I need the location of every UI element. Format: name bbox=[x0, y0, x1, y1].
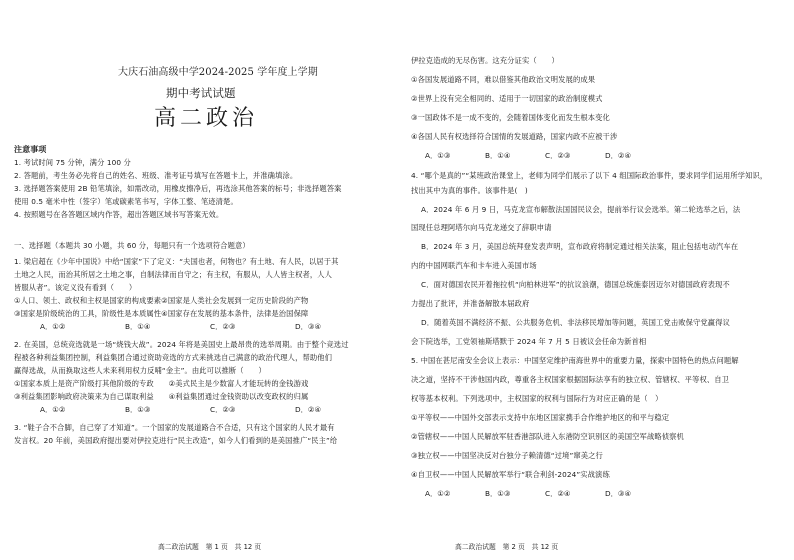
page-footer: 高二政治试题 第 1 页 共 12 页 bbox=[158, 543, 262, 551]
question-2-statement: ③利益集团影响政府决策来为自己谋取利益 ④利益集团通过金钱资助以改变政权的归属 bbox=[14, 392, 309, 401]
option-c: C．②③ bbox=[545, 151, 571, 160]
question-4-option-line: A．2024 年 6 月 9 日，马克龙宣布解散法国国民议会，提前举行议会选举。第二轮选举之后，法 bbox=[421, 205, 741, 214]
question-1-statement: ①人口、领土、政权和主权是国家的构成要素②国家是人类社会发展到一定历史阶段的产物 bbox=[14, 296, 309, 305]
question-5-statement: ②管辖权——中国人民解放军驻香港部队进入东港防空识别区的美国空军战略侦察机 bbox=[411, 432, 684, 441]
question-4-option-line: 国现任总理阿塔尔向马克龙递交了辞职申请 bbox=[411, 223, 552, 232]
question-4-line: 找出其中为真的事件。该事件是( ) bbox=[411, 186, 528, 195]
question-4-option-line: C．面对德国农民开着拖拉机“向柏林进军”的抗议浪潮，德国总统施泰因迈尔对德国政府表现不 bbox=[421, 280, 730, 289]
note-line: 使用 0.5 毫米中性（签字）笔或碳素笔书写，字体工整、笔迹清楚。 bbox=[14, 197, 238, 206]
question-2-statement: ①国家本质上是资产阶级打其他阶级的专政 ②美式民主是少数富人才能玩转的金钱游戏 bbox=[14, 379, 309, 388]
page-2 bbox=[397, 0, 794, 560]
option-d: D．②④ bbox=[605, 151, 631, 160]
question-3-statement: ②世界上没有完全相同的、适用于一切国家的政治制度模式 bbox=[411, 94, 603, 103]
option-a: A．①② bbox=[40, 405, 66, 414]
page-footer: 高二政治试题 第 2 页 共 12 页 bbox=[455, 543, 559, 551]
option-a: A．①② bbox=[425, 489, 451, 498]
option-c: C．②③ bbox=[210, 322, 236, 331]
question-5-statement: ③独立权——中国坚决反对台独分子赖清德“过境”窜美之行 bbox=[411, 451, 603, 460]
subject-title: 高二政治 bbox=[154, 106, 259, 131]
question-4-option-line: 内的中国网联汽车和卡车进入美国市场 bbox=[411, 261, 537, 270]
note-line: 4. 按照题号在各答题区域内作答，超出答题区域书写答案无效。 bbox=[14, 210, 224, 219]
question-3-line: 3. “鞋子合不合脚，自己穿了才知道”。一个国家的发展道路合不合适，只有这个国家的人民才最有 bbox=[14, 423, 335, 432]
option-b: B．①④ bbox=[485, 151, 511, 160]
question-4-option-line: D．随着英国不满经济不振、公共服务危机、非法移民增加等问题，英国工党击败保守党赢得议 bbox=[421, 318, 730, 327]
note-line: 2. 答题前，考生务必先将自己的姓名、班级、准考证号填写在答题卡上，并准确填涂。 bbox=[14, 171, 298, 180]
option-d: D．③④ bbox=[295, 322, 321, 331]
question-1-statement: ③国家是阶级统治的工具，阶级性是本质属性④国家存在发展的基本条件，法律是治国保障 bbox=[14, 309, 309, 318]
school-title: 大庆石油高级中学2024-2025 学年度上学期 bbox=[118, 67, 318, 78]
question-2-options bbox=[40, 405, 380, 415]
option-c: C．②④ bbox=[545, 489, 571, 498]
question-5-line: 决之道，坚持不干涉他国内政，尊重各主权国家根据国际法享有的独立权、管辖权、平等权、自卫 bbox=[411, 375, 730, 384]
note-line: 3. 选择题答案使用 2B 铅笔填涂，如需改动，用橡皮擦净后，再选涂其他答案的标号；非选择题答案 bbox=[14, 184, 342, 193]
question-5-line: 权等基本权利。下列选项中，主权国家的权利与国际行为对应正确的是（ ） bbox=[411, 394, 663, 403]
option-d: D．②④ bbox=[295, 405, 321, 414]
question-5-statement: ④自卫权——中国人民解放军举行“联合利剑-2024”实战演练 bbox=[411, 470, 610, 479]
question-2-line: 程被各种利益集团控制，利益集团合通过资助竞选的方式来挑选自己满意的政治代理人，帮助他们 bbox=[14, 353, 333, 362]
option-a: A．①③ bbox=[425, 151, 451, 160]
section-title: 一、选择题（本题共 30 小题，共 60 分，每题只有一个选项符合题意） bbox=[14, 241, 250, 250]
notes-title: 注意事项 bbox=[14, 145, 47, 154]
question-5-line: 5. 中国在甚尼南安全会议上表示：中国坚定维护南海世界中的重要力量，探索中国特色的热点问题解 bbox=[411, 356, 739, 365]
question-1-line: 土地之人民，而治其所居之土地之事，自制法律而自守之；有主权，有服从，人人皆主权者，人人 bbox=[14, 270, 333, 279]
question-2-line: 赢得选战，从而换取这些人未来利用权力反哺“金主”。由此可以推断（ ） bbox=[14, 366, 266, 375]
question-3-statement: ①各国发展道路不同，难以借鉴其他政治文明发展的成果 bbox=[411, 75, 596, 84]
question-4-line: 4. “哪个是真的”“某班政治课堂上，老师为同学们展示了以下 4 组国际政治事件，要求同学们运用所学知识， bbox=[411, 171, 768, 180]
question-3-statement: ④各国人民有权选择符合国情的发展道路，国家内政不应被干涉 bbox=[411, 132, 618, 141]
question-2-line: 2. 在美国，总统竞选就是一场“烧钱大战”。2024 年将是美国史上最昂贵的选举周期。由于整个竞选过 bbox=[14, 340, 349, 349]
question-4-option-line: 力提出了批评，并准备解散本届政府 bbox=[411, 299, 530, 308]
question-5-options bbox=[425, 489, 665, 499]
option-b: B．①④ bbox=[125, 322, 151, 331]
option-c: C．②③ bbox=[210, 405, 236, 414]
question-3-statement: ③一国政体不是一成不变的，会随着国体变化而发生根本变化 bbox=[411, 113, 610, 122]
question-3-line: 发言权。20 年前，美国政府提出要对伊拉克进行“民主改造”，如今人们看到的是美国推广“民主”给 bbox=[14, 436, 338, 445]
question-1-options bbox=[40, 322, 380, 332]
question-3-options bbox=[425, 151, 665, 161]
option-b: B．①③ bbox=[125, 405, 151, 414]
exam-title: 期中考试试题 bbox=[166, 86, 236, 100]
question-4-option-line: B．2024 年 3 月，美国总统拜登发表声明，宣布政府将制定通过相关法案，阻止包括电动汽车在 bbox=[421, 242, 739, 251]
question-3-line: 伊拉克造成的无尽伤害。这充分证实（ ） bbox=[411, 56, 559, 65]
option-a: A．①② bbox=[40, 322, 66, 331]
question-5-statement: ①平等权——中国外交部表示支持中东地区国家携手合作维护地区的和平与稳定 bbox=[411, 413, 670, 422]
option-d: D．③④ bbox=[605, 489, 631, 498]
option-b: B．①③ bbox=[485, 489, 511, 498]
note-line: 1. 考试时间 75 分钟，满分 100 分 bbox=[14, 158, 131, 167]
question-1-line: 皆服从者”。该定义没有看到（ ） bbox=[14, 283, 137, 292]
question-4-option-line: 会下院选举，工党领袖斯塔默于 2024 年 7 月 5 日被议会任命为新首相 bbox=[411, 337, 647, 346]
question-1-line: 1. 梁启超在《少年中国说》中给“国家”下了定义：“夫国也者，何物也？有土地、有人民，以居于其 bbox=[14, 257, 339, 266]
